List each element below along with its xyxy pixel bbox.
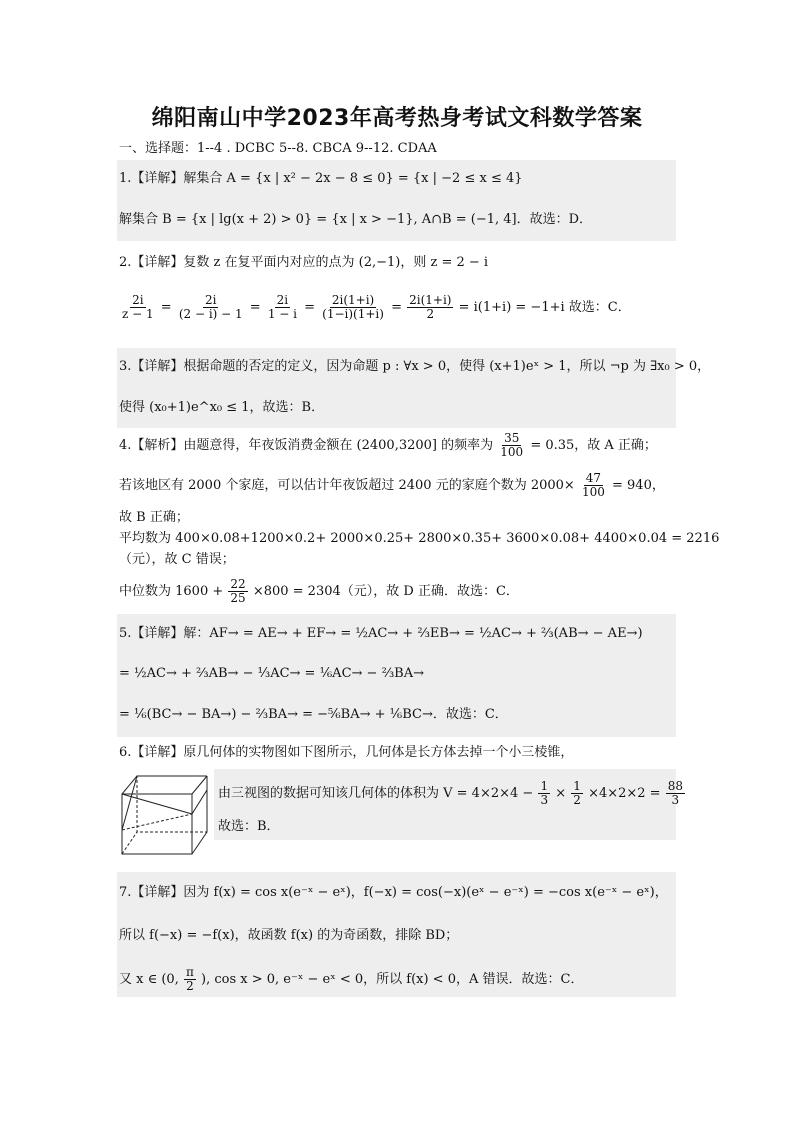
q4-line-5: （元），故 C 错误； [119, 552, 235, 567]
q4-line-4: 平均数为 400×0.08+1200×0.2+ 2000×0.25+ 2800×0.35+ 3600×0.08+ 4400×0.04 = 2216 [119, 531, 720, 546]
q7-line-1: 7.【详解】因为 f(x) = cos x(e⁻ˣ − eˣ)，f(−x) = cos(−x)(eˣ − e⁻ˣ) = −cos x(e⁻ˣ − eˣ)， [119, 885, 668, 900]
q5-line-2: = ½AC→ + ⅔AB→ − ⅓AC→ = ⅙AC→ − ⅔BA→ [119, 666, 425, 681]
q3-line-1: 3.【详解】根据命题的否定的定义，因为命题 p : ∀x > 0，使得 (x+1)eˣ > 1，所以 ¬p 为 ∃x₀ > 0， [119, 359, 711, 374]
q2-fraction-1: $\frac{2i}{z - 1}$ [122, 293, 154, 321]
page-title: 绵阳南山中学2023年高考热身考试文科数学答案 [151, 106, 643, 131]
q7-fraction-pi-2: $\frac{\pi}{2}$ [185, 965, 194, 993]
q3-line-2: 使得 (x₀+1)e^x₀ ≤ 1，故选：B． [119, 400, 325, 415]
q5-line-1: 5.【详解】解：AF→ = AE→ + EF→ = ½AC→ + ⅔EB→ = ½AC→ + ⅔(AB→ − AE→) [119, 626, 643, 641]
geometry-figure [117, 770, 214, 872]
q4-fraction-35-100: $\frac{35}{100}$ [500, 431, 524, 459]
q4-line-6: 中位数为 1600 + $\frac{22}{25}$ ×800 = 2304（元），故 D 正确．故选：C． [119, 577, 519, 605]
q4-fraction-47-100: $\frac{47}{100}$ [581, 471, 605, 499]
q1-line-2: 解集合 B = {x | lg(x + 2) > 0} = {x | x > −1}, A∩B = (−1, 4]．故选：D． [119, 212, 593, 227]
q2-line-2: $\frac{2i}{z - 1}$ = $\frac{2i}{(2 - i) - 1}$ = $\frac{2i}{1 - i}$ = $\frac{2i(1+i)}{(1-i)(1+i)}$ = $\frac{2i(1+i)}{2}$ = i(1+i) = −1+i 故选：C． [122, 293, 631, 321]
q6-line-1: 6.【详解】原几何体的实物图如下图所示，几何体是长方体去掉一个小三棱锥， [119, 745, 574, 760]
q4-line-2: 若该地区有 2000 个家庭，可以估计年夜饭超过 2400 元的家庭个数为 2000× $\frac{47}{100}$ = 940， [119, 471, 665, 499]
q2-fraction-3: $\frac{2i}{1 - i}$ [267, 293, 297, 321]
cuboid-figure-icon [117, 770, 214, 872]
section-1-answers: 一、选择题：1--4 . DCBC 5--8. CBCA 9--12. CDAA [119, 141, 437, 156]
q1-line-1: 1.【详解】解集合 A = {x | x² − 2x − 8 ≤ 0} = {x | −2 ≤ x ≤ 4} [119, 171, 523, 186]
q6-line-2: 由三视图的数据可知该几何体的体积为 V = 4×2×4 − $\frac{1}{3}$ × $\frac{1}{2}$ ×4×2×2 = $\frac{88}{3}$ [218, 779, 683, 807]
q2-fraction-4: $\frac{2i(1+i)}{(1-i)(1+i)}$ [322, 293, 384, 321]
q4-line-3: 故 B 正确； [119, 510, 189, 525]
q6-line-3: 故选：B． [218, 819, 280, 834]
q4-fraction-22-25: $\frac{22}{25}$ [230, 577, 246, 605]
q4-line-1: 4.【解析】由题意得，年夜饭消费金额在 (2400,3200] 的频率为 $\frac{35}{100}$ = 0.35，故 A 正确； [119, 431, 657, 459]
q6-fraction-1-3: $\frac{1}{3}$ [540, 779, 549, 807]
q6-fraction-88-3: $\frac{88}{3}$ [667, 779, 683, 807]
q2-fraction-2: $\frac{2i}{(2 - i) - 1}$ [178, 293, 243, 321]
q2-fraction-5: $\frac{2i(1+i)}{2}$ [409, 293, 452, 321]
q7-line-2: 所以 f(−x) = −f(x)，故函数 f(x) 的为奇函数，排除 BD； [119, 928, 459, 943]
q2-result: = i(1+i) = −1+i 故选：C． [458, 300, 631, 315]
q7-line-3: 又 x ∈ (0, $\frac{\pi}{2}$ ), cos x > 0, e⁻ˣ − eˣ < 0，所以 f(x) < 0，A 错误．故选：C． [119, 965, 584, 993]
q6-fraction-1-2: $\frac{1}{2}$ [573, 779, 581, 807]
q5-line-3: = ⅙(BC→ − BA→) − ⅔BA→ = −⅚BA→ + ⅙BC→．故选：C． [119, 707, 508, 722]
q2-line-1: 2.【详解】复数 z 在复平面内对应的点为 (2,−1)，则 z = 2 − i [119, 255, 489, 270]
